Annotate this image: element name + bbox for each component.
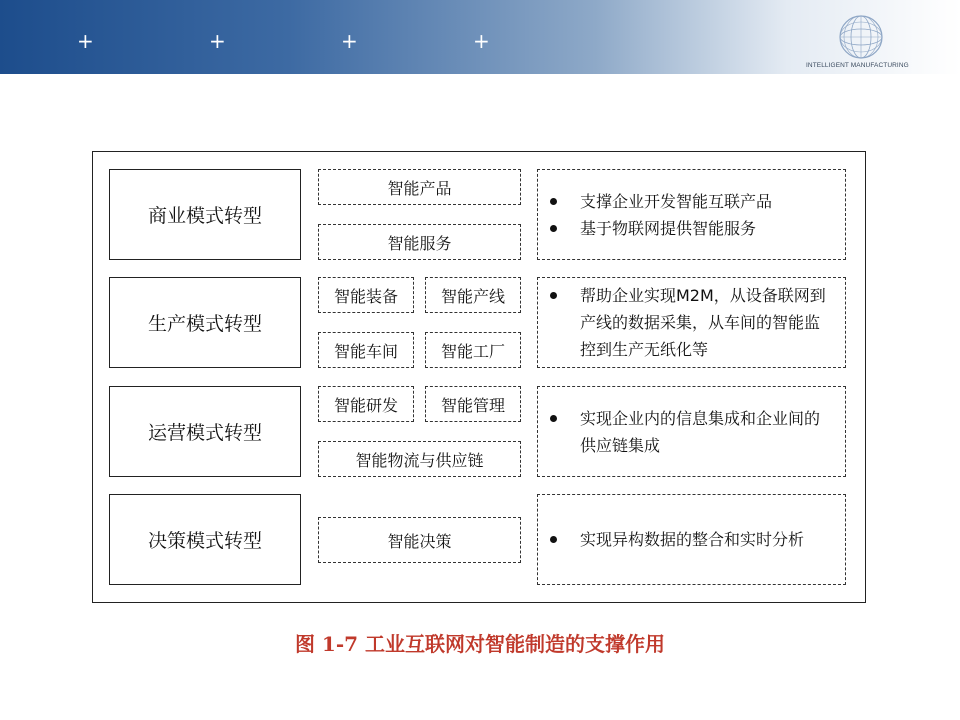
model-box-production: 生产模式转型 [109, 277, 301, 368]
model-box-operations: 运营模式转型 [109, 386, 301, 477]
globe-logo-icon [838, 14, 884, 60]
tag-smart-factory: 智能工厂 [425, 332, 521, 368]
bullet-dot-icon [550, 415, 557, 422]
brand-text: INTELLIGENT MANUFACTURING [806, 62, 909, 69]
bullet-dot-icon [550, 225, 557, 232]
tag-smart-line: 智能产线 [425, 277, 521, 313]
plus-icon: + [209, 29, 226, 53]
tag-smart-decision: 智能决策 [318, 517, 521, 563]
tag-smart-service: 智能服务 [318, 224, 521, 260]
tag-smart-rd: 智能研发 [318, 386, 414, 422]
model-box-business: 商业模式转型 [109, 169, 301, 260]
bullet-item: 帮助企业实现M2M，从设备联网到产线的数据采集，从车间的智能监控到生产无纸化等 [550, 282, 833, 363]
figure-caption: 图 1-7 工业互联网对智能制造的支撑作用 [294, 632, 666, 656]
plus-icon: + [473, 29, 490, 53]
description-box-decision [537, 494, 846, 585]
model-box-decision: 决策模式转型 [109, 494, 301, 585]
bullet-item: 实现企业内的信息集成和企业间的供应链集成 [550, 405, 833, 459]
bullet-item: 基于物联网提供智能服务 [550, 215, 833, 242]
tag-smart-equipment: 智能装备 [318, 277, 414, 313]
bullet-item: 实现异构数据的整合和实时分析 [550, 526, 833, 553]
bullet-dot-icon [550, 198, 557, 205]
tag-smart-workshop: 智能车间 [318, 332, 414, 368]
bullet-dot-icon [550, 292, 557, 299]
tag-smart-management: 智能管理 [425, 386, 521, 422]
bullet-dot-icon [550, 536, 557, 543]
description-box-operations [537, 386, 846, 477]
plus-icon: + [77, 29, 94, 53]
bullet-item: 支撑企业开发智能互联产品 [550, 188, 833, 215]
description-box-production [537, 277, 846, 368]
tag-smart-logistics: 智能物流与供应链 [318, 441, 521, 477]
plus-icon: + [341, 29, 358, 53]
description-box-business [537, 169, 846, 260]
tag-smart-product: 智能产品 [318, 169, 521, 205]
